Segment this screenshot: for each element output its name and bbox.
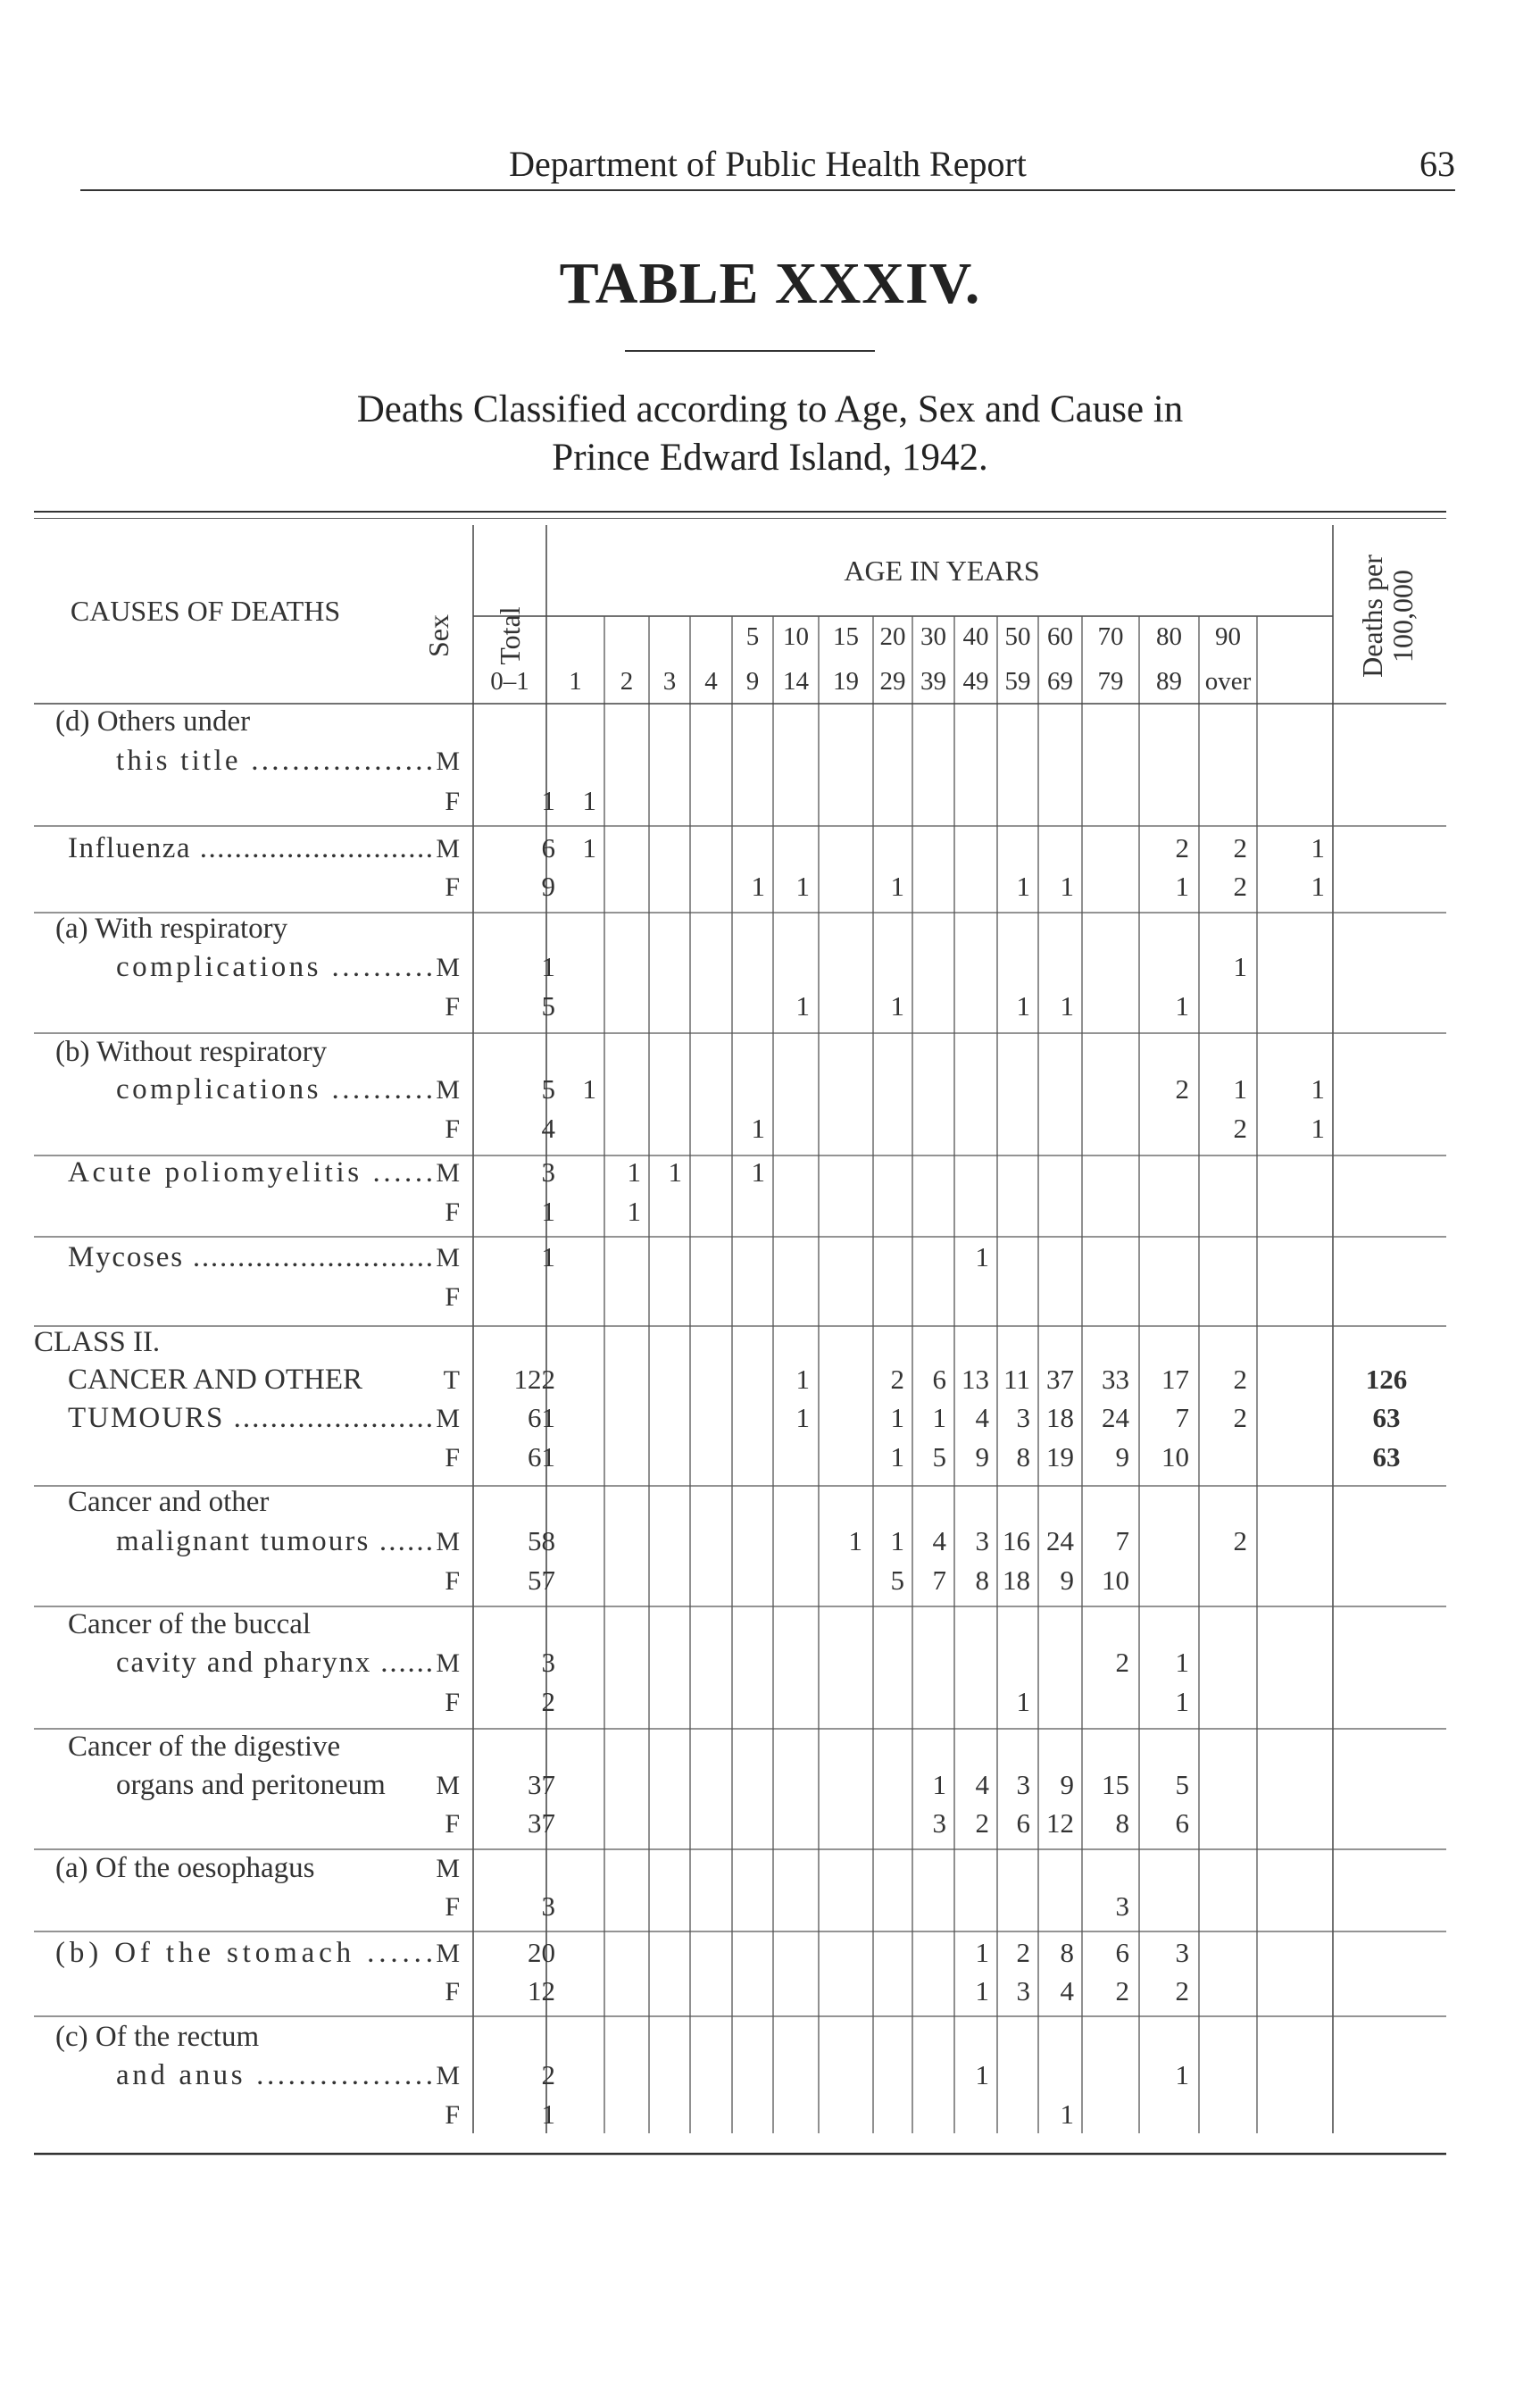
sex-code: F (445, 872, 460, 902)
sex-code: F (445, 1566, 460, 1596)
total-value: 37 (528, 1769, 555, 1800)
age-value: 2 (1233, 1402, 1247, 1433)
age-bottom-label: 14 (783, 667, 809, 696)
age-value: 1 (890, 1525, 904, 1556)
cause-label: Cancer of the digestive (68, 1731, 341, 1763)
sex-code: M (436, 1854, 460, 1883)
cause-label: (b) Of the stomach ...... (55, 1937, 433, 1969)
age-value: 1 (1060, 2098, 1074, 2130)
total-value: 61 (528, 1402, 555, 1433)
age-value: 1 (890, 990, 904, 1022)
age-value: 18 (1046, 1402, 1074, 1433)
cause-label: CANCER AND OTHER (68, 1364, 363, 1396)
age-value: 5 (1175, 1769, 1189, 1800)
cause-label: complications .......... (116, 951, 433, 983)
age-value: 10 (1102, 1564, 1129, 1596)
cause-label: Acute poliomyelitis ...... (68, 1156, 433, 1189)
age-bottom-label: 49 (962, 667, 989, 696)
age-value: 9 (1060, 1769, 1074, 1800)
age-value: 1 (975, 2059, 989, 2090)
cause-label: (a) Of the oesophagus (55, 1852, 315, 1884)
sex-code: M (436, 1771, 460, 1800)
age-value: 3 (1016, 1402, 1030, 1433)
age-value: 2 (1175, 1975, 1189, 2006)
age-value: 8 (975, 1564, 989, 1596)
sex-code: M (436, 747, 460, 776)
age-top-label: 60 (1047, 622, 1073, 651)
age-value: 2 (975, 1807, 989, 1839)
age-top-label: 70 (1097, 622, 1124, 651)
sex-code: M (436, 2061, 460, 2090)
age-value: 1 (1016, 1686, 1030, 1717)
cause-label: complications .......... (116, 1073, 433, 1105)
age-value: 2 (1175, 1073, 1189, 1105)
sex-code: F (445, 1282, 460, 1312)
age-value: 2 (1233, 832, 1247, 863)
age-value: 3 (975, 1525, 989, 1556)
age-bottom-label: 9 (745, 667, 760, 696)
total-value: 4 (541, 1113, 555, 1144)
age-value: 2 (1115, 1975, 1129, 2006)
age-value: 1 (1175, 990, 1189, 1022)
age-value: 1 (1016, 871, 1030, 902)
age-value: 6 (1016, 1807, 1030, 1839)
age-value: 4 (975, 1769, 989, 1800)
sex-code: M (436, 1527, 460, 1556)
cause-label: Influenza ........................... (68, 832, 433, 864)
cause-label: (d) Others under (55, 705, 251, 738)
sex-code: F (445, 1114, 460, 1144)
total-value: 1 (541, 951, 555, 982)
age-value: 1 (1060, 990, 1074, 1022)
age-value: 1 (1233, 951, 1247, 982)
sex-code: M (436, 1939, 460, 1968)
age-value: 15 (1102, 1769, 1129, 1800)
cause-label: CLASS II. (34, 1326, 161, 1358)
age-value: 1 (890, 871, 904, 902)
total-value: 20 (528, 1937, 555, 1968)
age-value: 3 (1016, 1975, 1030, 2006)
age-value: 8 (1016, 1441, 1030, 1472)
age-bottom-label: 0–1 (490, 667, 529, 696)
age-bottom-label: 29 (879, 667, 906, 696)
age-value: 2 (1233, 1113, 1247, 1144)
age-bottom-label: 3 (662, 667, 677, 696)
cause-label: TUMOURS ...................... (68, 1402, 433, 1434)
age-top-label: 50 (1004, 622, 1031, 651)
age-top-label: 15 (833, 622, 859, 651)
age-value: 18 (1003, 1564, 1030, 1596)
age-value: 1 (890, 1402, 904, 1433)
age-value: 1 (1311, 832, 1325, 863)
total-value: 57 (528, 1564, 555, 1596)
page-number: 63 (1419, 144, 1455, 184)
age-value: 2 (1233, 871, 1247, 902)
age-bottom-label: 4 (704, 667, 718, 696)
sex-code: F (445, 1197, 460, 1227)
age-value: 1 (1311, 1113, 1325, 1144)
subtitle-line-1: Deaths Classified according to Age, Sex and Cause in (356, 388, 1184, 430)
age-value: 1 (668, 1156, 682, 1188)
sex-code: F (445, 2100, 460, 2130)
cause-label: (c) Of the rectum (55, 2021, 260, 2053)
age-bottom-label: 69 (1047, 667, 1073, 696)
sex-code: F (445, 1809, 460, 1839)
age-value: 2 (890, 1364, 904, 1395)
cause-label: (a) With respiratory (55, 913, 288, 945)
age-value: 1 (1311, 871, 1325, 902)
age-value: 1 (848, 1525, 862, 1556)
total-value: 1 (541, 2098, 555, 2130)
age-group-header: AGE IN YEARS (844, 555, 1040, 587)
cause-label: cavity and pharynx ...... (116, 1647, 433, 1679)
sex-code: T (443, 1365, 460, 1395)
age-value: 1 (582, 832, 596, 863)
sex-code: M (436, 834, 460, 863)
cause-label: and anus ................. (116, 2059, 433, 2091)
age-value: 1 (627, 1156, 641, 1188)
age-value: 1 (1060, 871, 1074, 902)
age-top-label: 20 (879, 622, 906, 651)
age-bottom-label: 39 (920, 667, 946, 696)
age-value: 1 (890, 1441, 904, 1472)
age-top-label: 30 (920, 622, 946, 651)
sex-code: M (436, 1648, 460, 1678)
total-value: 6 (541, 832, 555, 863)
age-value: 1 (751, 1113, 765, 1144)
cause-label: organs and peritoneum (116, 1769, 386, 1801)
table-title: TABLE XXXIV. (559, 251, 981, 316)
total-value: 1 (541, 1196, 555, 1227)
total-value: 58 (528, 1525, 555, 1556)
cause-label: Mycoses ........................... (68, 1241, 433, 1273)
age-value: 3 (1115, 1890, 1129, 1922)
rate-value: 126 (1365, 1364, 1408, 1395)
age-value: 17 (1161, 1364, 1189, 1395)
causes-header: CAUSES OF DEATHS (70, 595, 341, 627)
age-value: 5 (932, 1441, 946, 1472)
rate-value: 63 (1372, 1441, 1401, 1472)
rate-value: 63 (1372, 1402, 1401, 1433)
cause-label: Cancer of the buccal (68, 1608, 312, 1640)
age-value: 1 (932, 1769, 946, 1800)
age-value: 3 (1016, 1769, 1030, 1800)
age-value: 24 (1102, 1402, 1129, 1433)
age-top-label: 5 (745, 622, 760, 651)
age-value: 2 (1016, 1937, 1030, 1968)
sex-code: F (445, 1892, 460, 1922)
age-top-label: 10 (783, 622, 809, 651)
total-value: 9 (541, 871, 555, 902)
age-value: 1 (627, 1196, 641, 1227)
total-value: 12 (528, 1975, 555, 2006)
age-value: 11 (1003, 1364, 1030, 1395)
age-value: 1 (1175, 1647, 1189, 1678)
age-value: 1 (1175, 1686, 1189, 1717)
total-value: 3 (541, 1156, 555, 1188)
age-value: 19 (1046, 1441, 1074, 1472)
sex-code: M (436, 953, 460, 982)
total-header: Total (494, 606, 526, 665)
age-bottom-label: 2 (620, 667, 634, 696)
age-value: 2 (1115, 1647, 1129, 1678)
age-value: 4 (932, 1525, 946, 1556)
age-value: 2 (1233, 1364, 1247, 1395)
cause-label: Cancer and other (68, 1486, 270, 1518)
sex-header: Sex (422, 614, 454, 657)
age-value: 2 (1233, 1525, 1247, 1556)
age-value: 13 (961, 1364, 989, 1395)
age-value: 9 (1060, 1564, 1074, 1596)
age-value: 1 (1175, 2059, 1189, 2090)
age-value: 9 (1115, 1441, 1129, 1472)
running-title: Department of Public Health Report (509, 144, 1027, 184)
age-value: 1 (751, 1156, 765, 1188)
total-value: 61 (528, 1441, 555, 1472)
sex-code: M (436, 1158, 460, 1188)
age-value: 1 (1311, 1073, 1325, 1105)
age-bottom-label: over (1204, 667, 1252, 696)
age-value: 3 (932, 1807, 946, 1839)
age-value: 1 (975, 1975, 989, 2006)
age-bottom-label: 59 (1004, 667, 1031, 696)
age-value: 6 (1115, 1937, 1129, 1968)
total-value: 122 (513, 1364, 555, 1395)
age-value: 1 (582, 785, 596, 816)
total-value: 2 (541, 1686, 555, 1717)
age-value: 1 (1016, 990, 1030, 1022)
age-value: 5 (890, 1564, 904, 1596)
age-value: 24 (1046, 1525, 1074, 1556)
age-value: 33 (1102, 1364, 1129, 1395)
rate-header-line-1: Deaths per (1356, 555, 1388, 678)
age-value: 8 (1060, 1937, 1074, 1968)
total-value: 3 (541, 1647, 555, 1678)
age-value: 1 (795, 871, 810, 902)
cause-label: malignant tumours ...... (116, 1525, 433, 1557)
sex-code: F (445, 992, 460, 1022)
age-value: 6 (1175, 1807, 1189, 1839)
age-value: 7 (1175, 1402, 1189, 1433)
cause-label: this title .................. (116, 745, 433, 777)
age-value: 1 (795, 990, 810, 1022)
total-value: 1 (541, 1241, 555, 1272)
age-value: 2 (1175, 832, 1189, 863)
age-top-label: 80 (1156, 622, 1182, 651)
sex-code: F (445, 1688, 460, 1717)
cause-label: (b) Without respiratory (55, 1036, 328, 1068)
age-top-label: 40 (962, 622, 989, 651)
age-value: 3 (1175, 1937, 1189, 1968)
age-value: 10 (1161, 1441, 1189, 1472)
age-value: 1 (1175, 871, 1189, 902)
age-bottom-label: 89 (1156, 667, 1182, 696)
sex-code: M (436, 1243, 460, 1272)
age-value: 1 (1233, 1073, 1247, 1105)
age-value: 1 (751, 871, 765, 902)
total-value: 3 (541, 1890, 555, 1922)
age-value: 1 (975, 1937, 989, 1968)
sex-code: M (436, 1404, 460, 1433)
age-value: 37 (1046, 1364, 1074, 1395)
age-value: 4 (975, 1402, 989, 1433)
total-value: 2 (541, 2059, 555, 2090)
age-top-label: 90 (1215, 622, 1241, 651)
age-value: 1 (975, 1241, 989, 1272)
rate-header-line-2: 100,000 (1386, 570, 1419, 663)
sex-code: M (436, 1075, 460, 1105)
total-value: 1 (541, 785, 555, 816)
total-value: 5 (541, 1073, 555, 1105)
age-bottom-label: 79 (1097, 667, 1124, 696)
sex-code: F (445, 1977, 460, 2006)
age-value: 9 (975, 1441, 989, 1472)
age-bottom-label: 1 (569, 667, 582, 696)
subtitle-line-2: Prince Edward Island, 1942. (552, 437, 988, 479)
sex-code: F (445, 787, 460, 816)
age-value: 4 (1060, 1975, 1074, 2006)
total-value: 37 (528, 1807, 555, 1839)
age-value: 1 (795, 1364, 810, 1395)
age-value: 7 (1115, 1525, 1129, 1556)
age-value: 12 (1046, 1807, 1074, 1839)
age-bottom-label: 19 (833, 667, 859, 696)
age-value: 1 (932, 1402, 946, 1433)
age-value: 1 (582, 1073, 596, 1105)
age-value: 8 (1115, 1807, 1129, 1839)
total-value: 5 (541, 990, 555, 1022)
sex-code: F (445, 1443, 460, 1472)
age-value: 16 (1003, 1525, 1030, 1556)
age-value: 6 (932, 1364, 946, 1395)
age-value: 1 (795, 1402, 810, 1433)
age-value: 7 (932, 1564, 946, 1596)
